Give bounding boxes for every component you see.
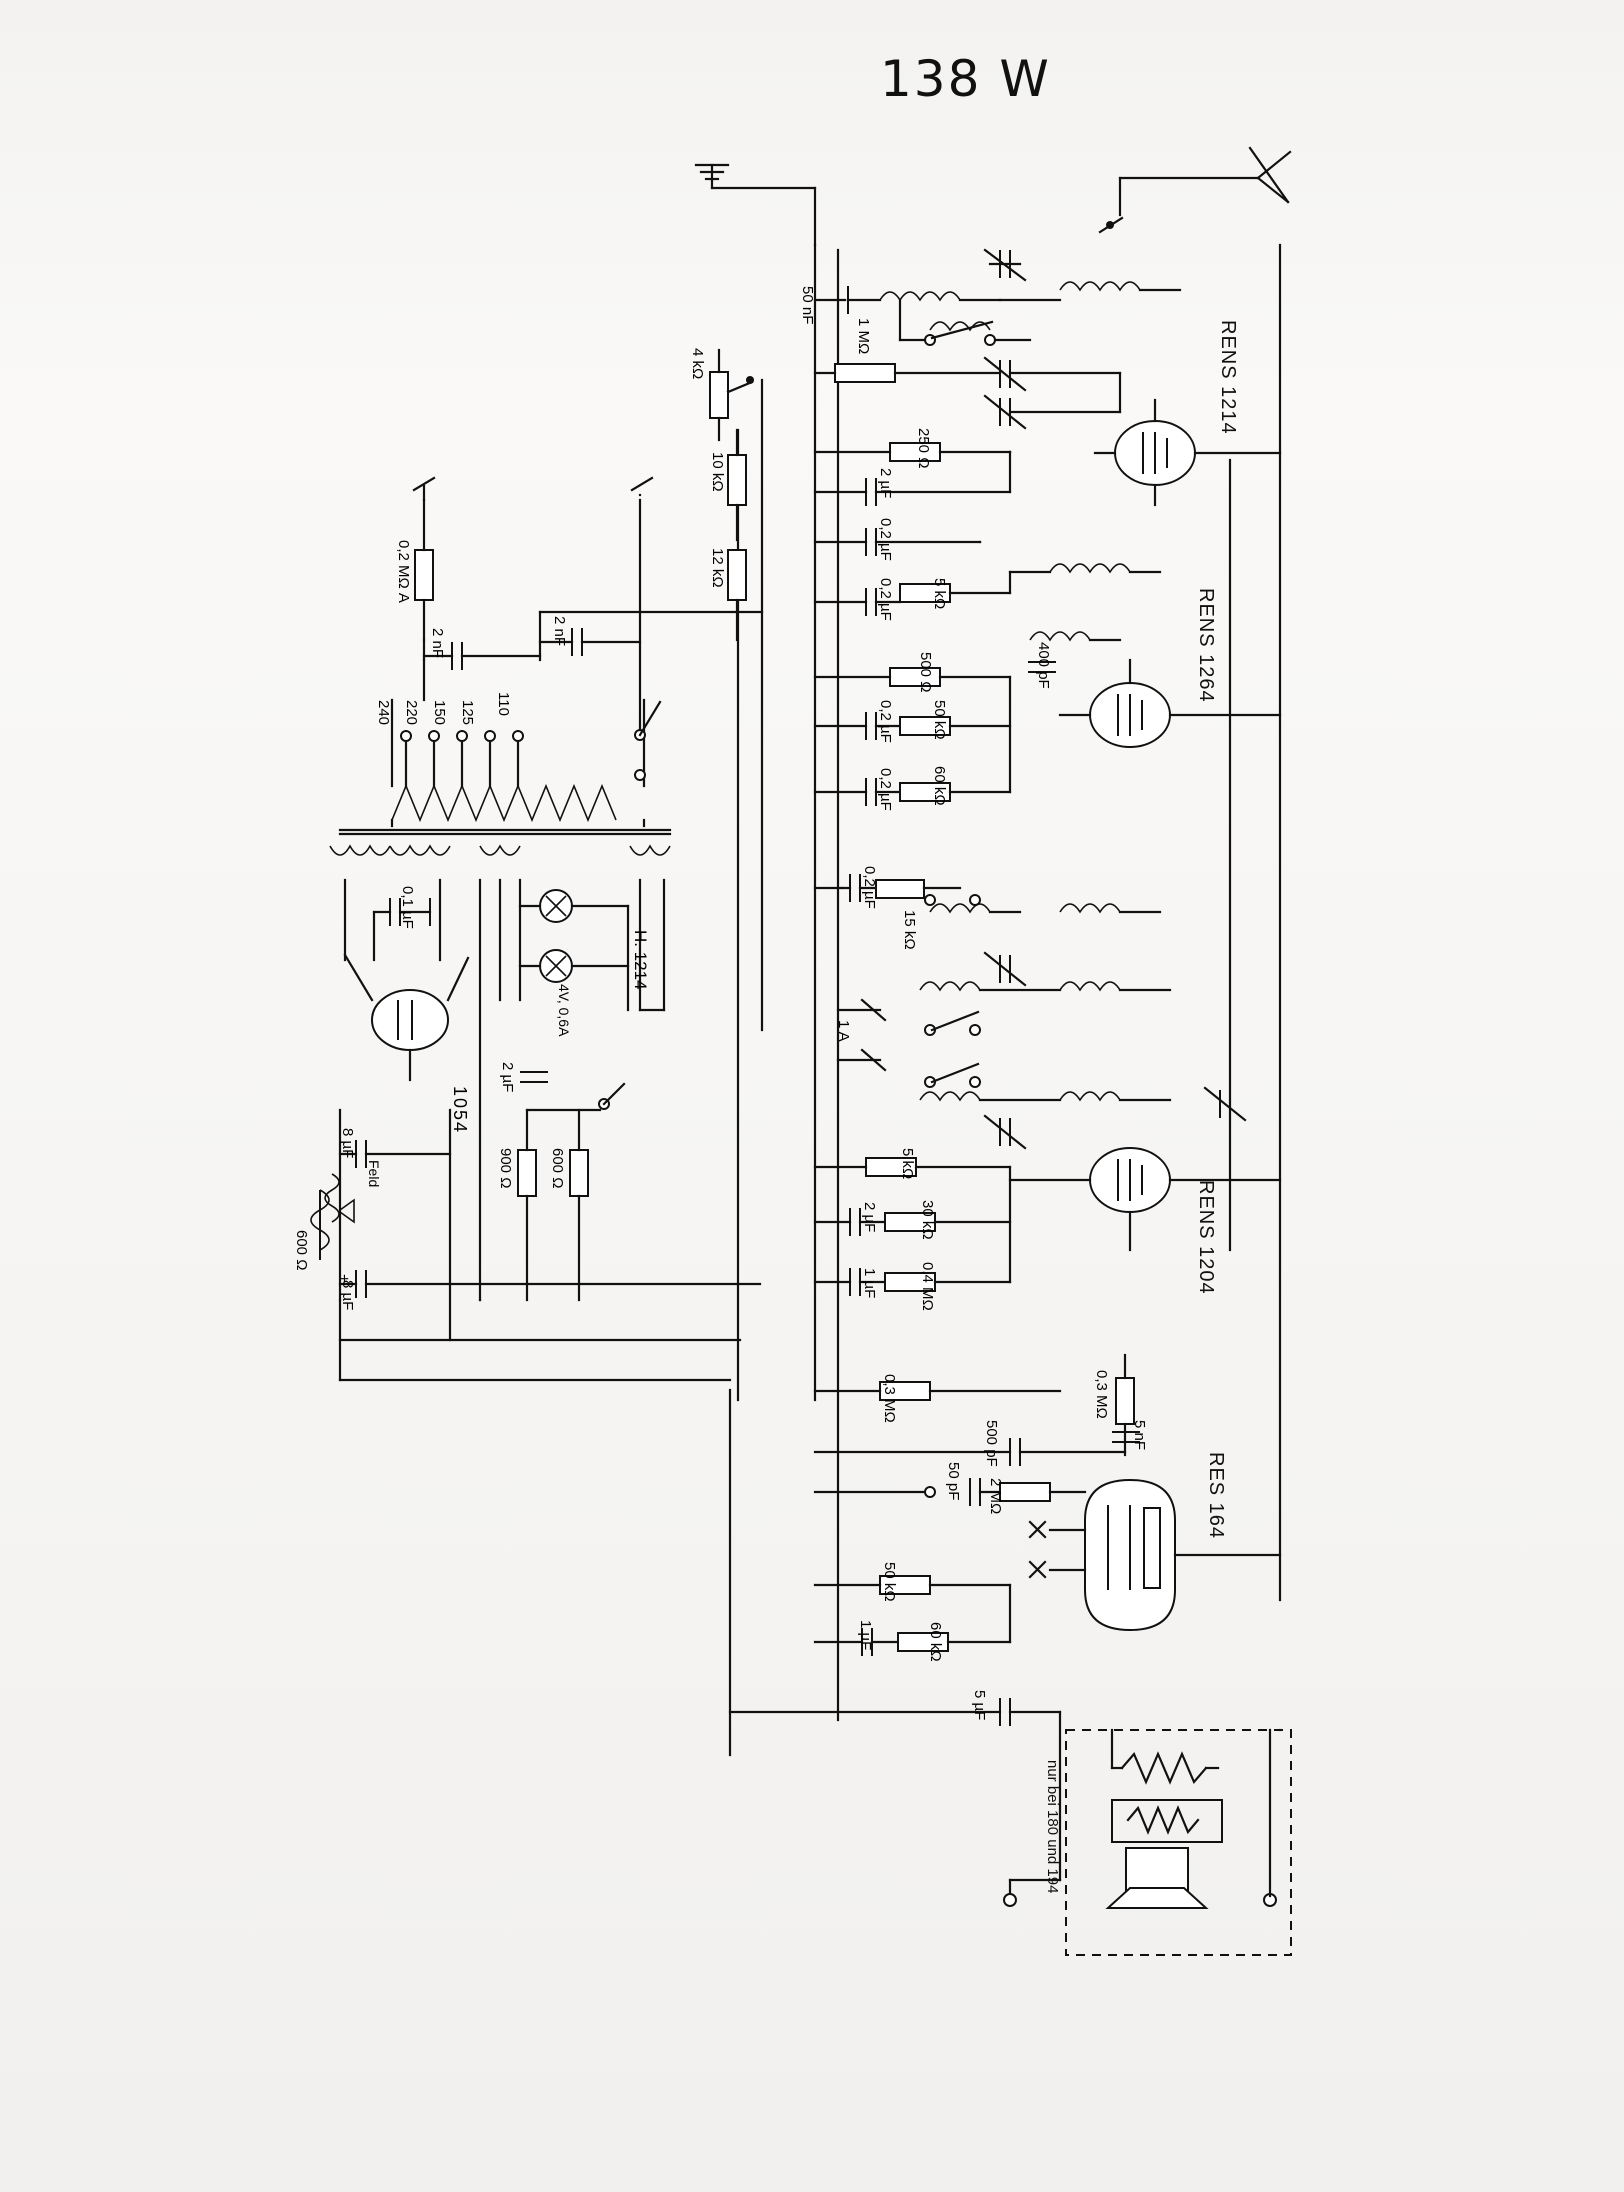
label-c21: 8 µF (339, 1128, 356, 1159)
label-r20: 900 Ω (497, 1148, 514, 1189)
label-c1: 50 nF (799, 286, 816, 325)
label-c19: 0,1 µF (399, 886, 416, 929)
label-c8: 0,2 µF (861, 866, 878, 909)
label-c7: 0,2 µF (877, 768, 894, 811)
tube-label-rens-1204: RENS 1204 (1195, 1180, 1217, 1295)
label-r16: 2 MΩ (987, 1478, 1004, 1515)
label-c16: 5 µF (971, 1690, 988, 1721)
label-c2: 2 µF (877, 468, 894, 499)
label-c17: 2 nF (429, 628, 446, 659)
label-c9: 1 A (835, 1020, 852, 1042)
label-r19b: 0,3 MΩ (881, 1374, 898, 1423)
label-r12: 30 kΩ (919, 1200, 936, 1240)
label-c18: 2 nF (551, 616, 568, 647)
plus-sign-label: + (335, 1274, 352, 1284)
label-c13: 500 pF (983, 1420, 1000, 1467)
tube-label-rens-1264: RENS 1264 (1195, 588, 1217, 703)
label-r5: 250 Ω (915, 428, 932, 469)
label-r21: 600 Ω (549, 1148, 566, 1189)
label-r13: 0,4 MΩ (919, 1262, 936, 1311)
label-r17: 50 kΩ (881, 1562, 898, 1602)
label-tap-125: 125 (459, 700, 476, 726)
label-c5: 400 pF (1035, 642, 1052, 689)
label-r14: 0,3 MΩ (1093, 1370, 1110, 1419)
label-r9: 60 kΩ (931, 766, 948, 806)
label-r4: 12 kΩ (709, 548, 726, 588)
label-c14: 50 pF (945, 1462, 962, 1501)
label-c15: 1 µF (857, 1620, 874, 1651)
label-c22: 8 µF (339, 1280, 356, 1311)
lamp-rating-label: 4V, 0,6A (556, 984, 572, 1037)
label-r2: 4 kΩ (689, 348, 706, 380)
label-tap-110: 110 (495, 692, 512, 716)
tube-label-rens-1214: RENS 1214 (1217, 320, 1239, 435)
label-tap-240: 240 (375, 700, 392, 726)
label-c11: 1 µF (861, 1268, 878, 1299)
label-c3: 0,2 µF (877, 518, 894, 561)
label-c4: 0,2 µF (877, 578, 894, 621)
label-r10: 15 kΩ (901, 910, 918, 950)
label-r18: 60 kΩ (927, 1622, 944, 1662)
label-tap-220: 220 (403, 700, 420, 726)
label-r1: 1 MΩ (855, 318, 872, 355)
tube-label-1054: 1054 (450, 1086, 470, 1135)
label-c12: 5 nF (1131, 1420, 1148, 1451)
label-r19: 0,2 MΩ A (395, 540, 412, 603)
label-c20: 2 µF (499, 1062, 516, 1093)
page-title: 138 W (880, 50, 1051, 108)
label-r22: 600 Ω (293, 1230, 310, 1271)
label-r6: 5 kΩ (931, 578, 948, 610)
speaker-note-label: nur bei 180 und 194 (1044, 1760, 1061, 1894)
label-r8: 50 kΩ (931, 700, 948, 740)
tube-label-h1214: H. 1214 (631, 930, 650, 990)
field-coil-label: Feld (366, 1160, 382, 1188)
tube-label-res-164: RES 164 (1205, 1452, 1227, 1540)
label-c6: 0,2 µF (877, 700, 894, 743)
label-r11: 5 kΩ (899, 1148, 916, 1180)
label-r7: 500 Ω (917, 652, 934, 693)
label-c10: 2 µF (861, 1202, 878, 1233)
label-r3: 10 kΩ (709, 452, 726, 492)
label-tap-150: 150 (431, 700, 448, 726)
